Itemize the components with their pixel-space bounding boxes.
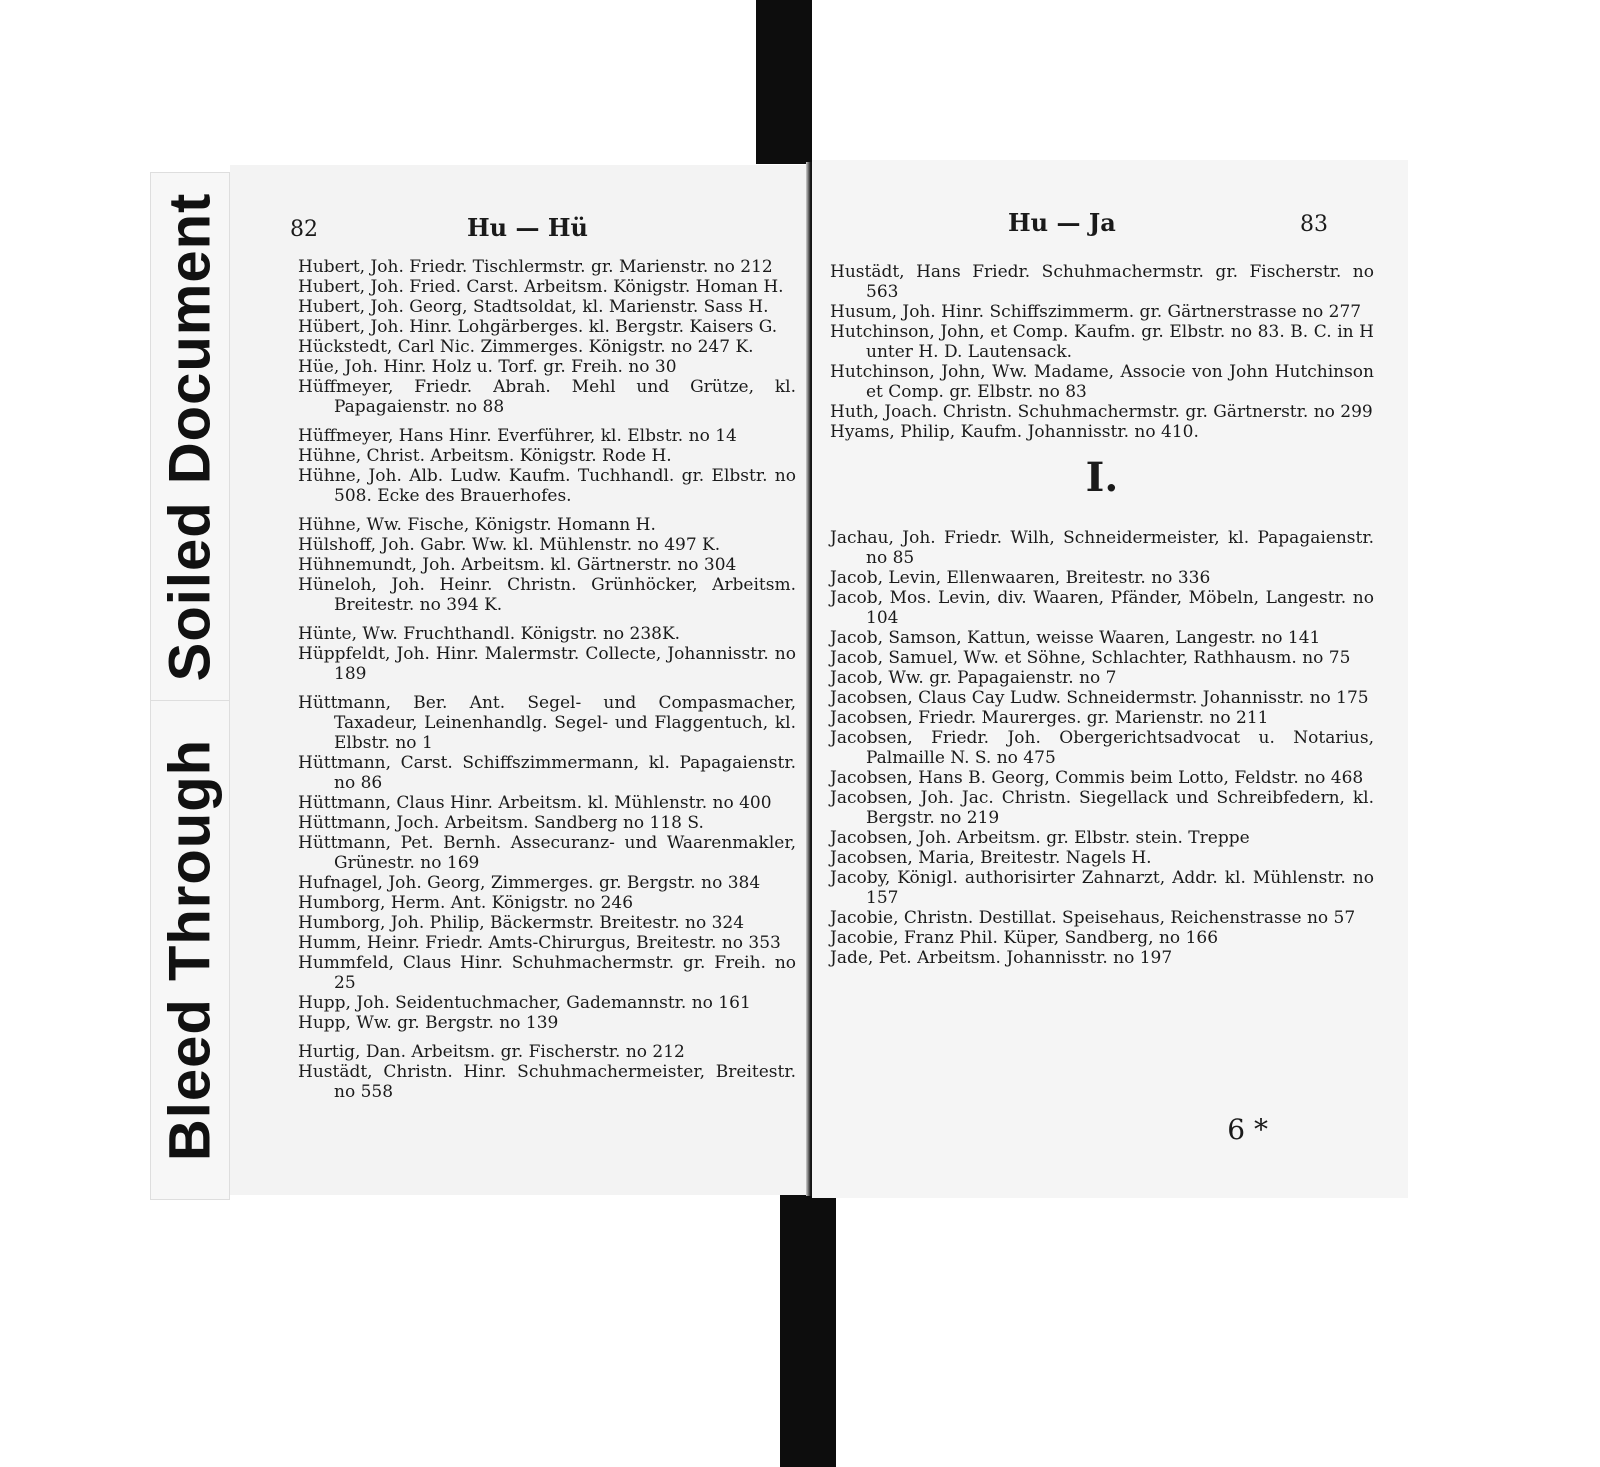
signature-mark: 6 * bbox=[1227, 1113, 1268, 1146]
directory-entry: Jacob, Levin, Ellenwaaren, Breitestr. no 336 bbox=[830, 568, 1211, 588]
directory-entry: Hüffmeyer, Friedr. Abrah. Mehl und Grütze, kl. Papagaienstr. no 88 bbox=[298, 377, 796, 417]
directory-entry: Hüttmann, Carst. Schiffszimmermann, kl. Papagaienstr. no 86 bbox=[298, 753, 796, 793]
directory-entry: Jacobsen, Hans B. Georg, Commis beim Lotto, Feldstr. no 468 bbox=[830, 768, 1364, 788]
directory-entry: Hubert, Joh. Friedr. Tischlermstr. gr. Marienstr. no 212 bbox=[298, 257, 773, 277]
directory-entry: Hustädt, Christn. Hinr. Schuhmachermeister, Breitestr. no 558 bbox=[298, 1062, 796, 1102]
soiled-document-tab bbox=[150, 172, 230, 702]
directory-entry: Humm, Heinr. Friedr. Amts-Chirurgus, Breitestr. no 353 bbox=[298, 933, 781, 953]
directory-entry: Husum, Joh. Hinr. Schiffszimmerm. gr. Gärtnerstrasse no 277 bbox=[830, 302, 1362, 322]
directory-entry: Hüttmann, Ber. Ant. Segel- und Compasmacher, Taxadeur, Leinenhandlg. Segel- und Flaggentuch, kl. Elbstr. no 1 bbox=[298, 693, 796, 753]
directory-entry: Hutchinson, John, et Comp. Kaufm. gr. Elbstr. no 83. B. C. in H unter H. D. Lautensack. bbox=[830, 322, 1374, 362]
directory-entry: Hühne, Ww. Fische, Königstr. Homann H. bbox=[298, 515, 656, 535]
directory-entry: Hüttmann, Pet. Bernh. Assecuranz- und Waarenmakler, Grünestr. no 169 bbox=[298, 833, 796, 873]
left-page-header bbox=[230, 213, 810, 253]
directory-entry: Jacobie, Christn. Destillat. Speisehaus, Reichenstrasse no 57 bbox=[830, 908, 1356, 928]
left-entry-list bbox=[298, 257, 796, 1102]
soiled-document-label: Soiled Document bbox=[157, 192, 223, 682]
directory-entry: Jacobie, Franz Phil. Küper, Sandberg, no 166 bbox=[830, 928, 1219, 948]
directory-entry: Hufnagel, Joh. Georg, Zimmerges. gr. Bergstr. no 384 bbox=[298, 873, 761, 893]
directory-entry: Humborg, Herm. Ant. Königstr. no 246 bbox=[298, 893, 634, 913]
directory-entry: Jacob, Ww. gr. Papagaienstr. no 7 bbox=[830, 668, 1117, 688]
directory-entry: Jade, Pet. Arbeitsm. Johannisstr. no 197 bbox=[830, 948, 1173, 968]
directory-entry: Hüttmann, Claus Hinr. Arbeitsm. kl. Mühlenstr. no 400 bbox=[298, 793, 772, 813]
directory-entry: Jacobsen, Friedr. Maurerges. gr. Marienstr. no 211 bbox=[830, 708, 1269, 728]
directory-entry: Hüneloh, Joh. Heinr. Christn. Grünhöcker, Arbeitsm. Breitestr. no 394 K. bbox=[298, 575, 796, 615]
directory-entry: Jacobsen, Claus Cay Ludw. Schneidermstr. Johannisstr. no 175 bbox=[830, 688, 1369, 708]
directory-entry: Hüffmeyer, Hans Hinr. Everführer, kl. Elbstr. no 14 bbox=[298, 426, 737, 446]
directory-entry: Hummfeld, Claus Hinr. Schuhmachermstr. gr. Freih. no 25 bbox=[298, 953, 796, 993]
directory-entry: Humborg, Joh. Philip, Bäckermstr. Breitestr. no 324 bbox=[298, 913, 745, 933]
directory-entry: Hünte, Ww. Fruchthandl. Königstr. no 238K. bbox=[298, 624, 681, 644]
right-page bbox=[812, 160, 1408, 1198]
directory-entry: Jachau, Joh. Friedr. Wilh, Schneidermeister, kl. Papagaienstr. no 85 bbox=[830, 528, 1374, 568]
directory-entry: Hühne, Christ. Arbeitsm. Königstr. Rode H. bbox=[298, 446, 672, 466]
directory-entry: Huth, Joach. Christn. Schuhmachermstr. gr. Gärtnerstr. no 299 bbox=[830, 402, 1373, 422]
directory-entry: Hutchinson, John, Ww. Madame, Associe von John Hutchinson et Comp. gr. Elbstr. no 83 bbox=[830, 362, 1374, 402]
directory-entry: Jacobsen, Joh. Jac. Christn. Siegellack und Schreibfedern, kl. Bergstr. no 219 bbox=[830, 788, 1374, 828]
directory-entry: Jacob, Mos. Levin, div. Waaren, Pfänder, Möbeln, Langestr. no 104 bbox=[830, 588, 1374, 628]
directory-entry: Hustädt, Hans Friedr. Schuhmachermstr. gr. Fischerstr. no 563 bbox=[830, 262, 1374, 302]
directory-entry: Hubert, Joh. Georg, Stadtsoldat, kl. Marienstr. Sass H. bbox=[298, 297, 769, 317]
right-running-head: Hu — Ja bbox=[1008, 208, 1116, 237]
directory-entry: Hülshoff, Joh. Gabr. Ww. kl. Mühlenstr. no 497 K. bbox=[298, 535, 721, 555]
directory-entry: Hurtig, Dan. Arbeitsm. gr. Fischerstr. no 212 bbox=[298, 1042, 685, 1062]
directory-entry: Jacob, Samson, Kattun, weisse Waaren, Langestr. no 141 bbox=[830, 628, 1321, 648]
directory-entry: Hubert, Joh. Fried. Carst. Arbeitsm. Königstr. Homan H. bbox=[298, 277, 784, 297]
right-entries-top bbox=[830, 262, 1374, 442]
directory-entry: Hückstedt, Carl Nic. Zimmerges. Königstr. no 247 K. bbox=[298, 337, 754, 357]
section-letter: I. bbox=[1085, 454, 1119, 501]
directory-entry: Jacobsen, Joh. Arbeitsm. gr. Elbstr. stein. Treppe bbox=[830, 828, 1250, 848]
film-strip-top bbox=[756, 0, 812, 164]
right-page-number: 83 bbox=[1300, 212, 1328, 237]
directory-entry: Hupp, Joh. Seidentuchmacher, Gademannstr. no 161 bbox=[298, 993, 751, 1013]
right-entries-bottom bbox=[830, 528, 1374, 968]
left-running-head: Hu — Hü bbox=[467, 213, 588, 242]
directory-entry: Hübert, Joh. Hinr. Lohgärberges. kl. Bergstr. Kaisers G. bbox=[298, 317, 778, 337]
right-entry-list bbox=[830, 262, 1374, 968]
directory-entry: Hüttmann, Joch. Arbeitsm. Sandberg no 118 S. bbox=[298, 813, 704, 833]
left-page-number: 82 bbox=[290, 217, 318, 242]
bleed-through-label: Bleed Through bbox=[157, 738, 223, 1162]
film-strip-bottom bbox=[780, 1192, 836, 1467]
right-page-header bbox=[812, 208, 1408, 248]
directory-entry: Hühnemundt, Joh. Arbeitsm. kl. Gärtnerstr. no 304 bbox=[298, 555, 737, 575]
directory-entry: Hyams, Philip, Kaufm. Johannisstr. no 410. bbox=[830, 422, 1199, 442]
directory-entry: Jacobsen, Maria, Breitestr. Nagels H. bbox=[830, 848, 1152, 868]
left-page bbox=[230, 165, 810, 1195]
directory-entry: Hüppfeldt, Joh. Hinr. Malermstr. Collecte, Johannisstr. no 189 bbox=[298, 644, 796, 684]
bleed-through-tab bbox=[150, 700, 230, 1200]
directory-entry: Jacobsen, Friedr. Joh. Obergerichtsadvocat u. Notarius, Palmaille N. S. no 475 bbox=[830, 728, 1374, 768]
directory-entry: Hupp, Ww. gr. Bergstr. no 139 bbox=[298, 1013, 559, 1033]
directory-entry: Hüe, Joh. Hinr. Holz u. Torf. gr. Freih. no 30 bbox=[298, 357, 677, 377]
directory-entry: Jacoby, Königl. authorisirter Zahnarzt, Addr. kl. Mühlenstr. no 157 bbox=[830, 868, 1374, 908]
directory-entry: Jacob, Samuel, Ww. et Söhne, Schlachter, Rathhausm. no 75 bbox=[830, 648, 1351, 668]
directory-entry: Hühne, Joh. Alb. Ludw. Kaufm. Tuchhandl. gr. Elbstr. no 508. Ecke des Brauerhofes. bbox=[298, 466, 796, 506]
